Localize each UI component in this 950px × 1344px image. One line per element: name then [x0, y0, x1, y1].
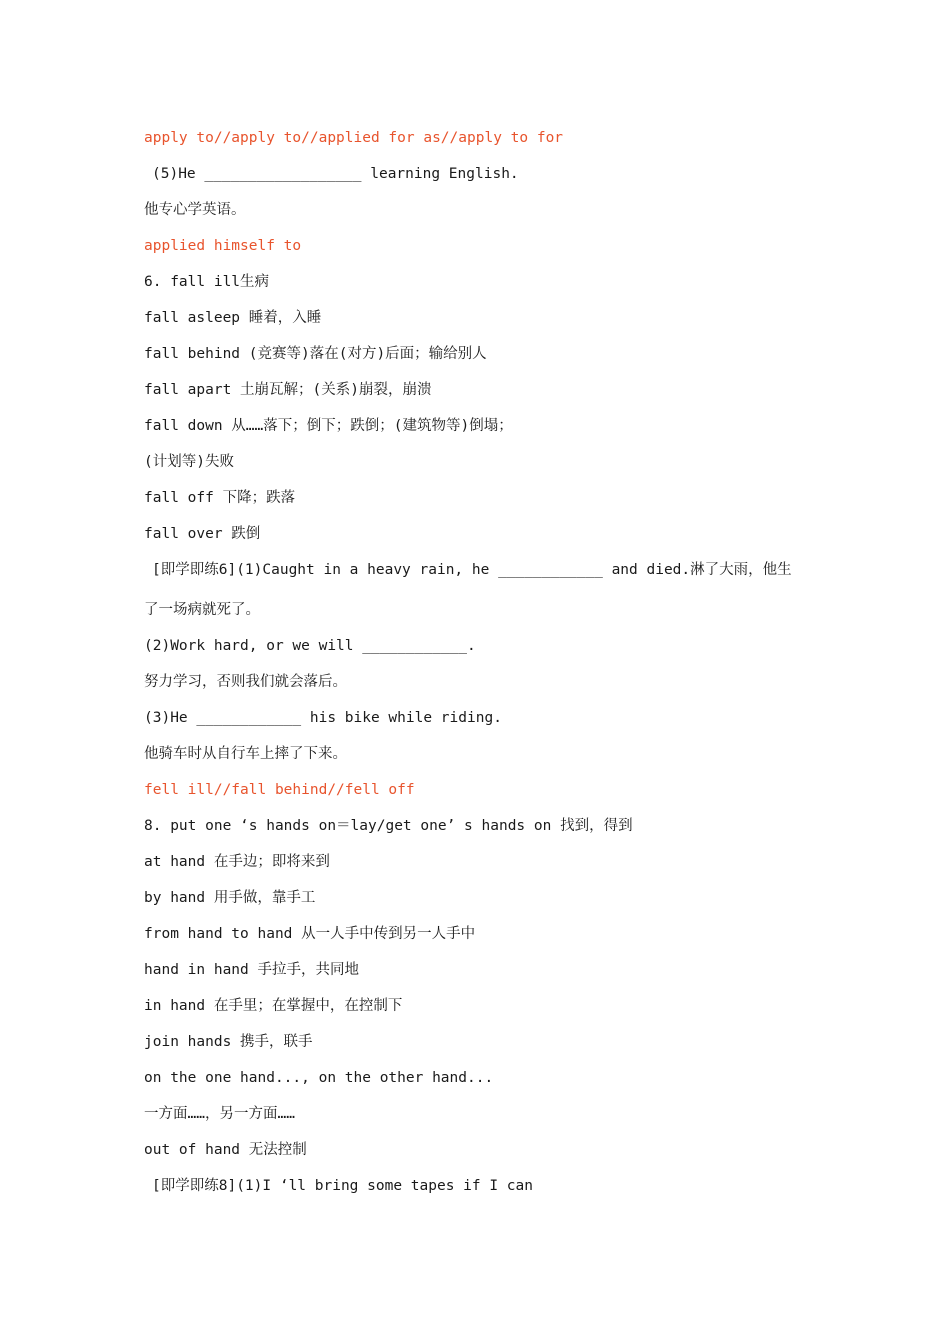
practice-6-question-3-translation: 他骑车时从自行车上摔了下来。	[144, 746, 347, 762]
answer-line-5: apply to//apply to//applied for as//apply to for	[144, 130, 564, 146]
phrase-fall-behind: fall behind (竞赛等)落在(对方)后面；输给别人	[144, 346, 487, 362]
phrase-fall-over: fall over 跌倒	[144, 526, 261, 542]
phrase-by-hand: by hand 用手做，靠手工	[144, 890, 316, 906]
phrase-from-hand-to-hand: from hand to hand 从一人手中传到另一人手中	[144, 926, 476, 942]
entry-6-heading: 6. fall ill生病	[144, 274, 270, 290]
entry-8-heading: 8. put one ‘s hands on＝lay/get one’ s hands on 找到，得到	[144, 818, 633, 834]
phrase-fall-asleep: fall asleep 睡着，入睡	[144, 310, 322, 326]
phrase-fall-down: fall down 从……落下；倒下；跌倒；(建筑物等)倒塌；	[144, 418, 513, 434]
phrase-fall-down-cont: (计划等)失败	[144, 454, 234, 470]
practice-8-question-1: [即学即练8](1)I ‘ll bring some tapes if I can	[152, 1178, 533, 1194]
answer-exercise-5: applied himself to	[144, 238, 302, 254]
phrase-join-hands: join hands 携手，联手	[144, 1034, 313, 1050]
phrase-in-hand: in hand 在手里；在掌握中，在控制下	[144, 998, 403, 1014]
phrase-hand-in-hand: hand in hand 手拉手，共同地	[144, 962, 359, 978]
practice-6-question-3: (3)He ____________ his bike while riding.	[144, 710, 502, 726]
phrase-fall-apart: fall apart 土崩瓦解；(关系)崩裂，崩溃	[144, 382, 432, 398]
phrase-at-hand: at hand 在手边；即将来到	[144, 854, 330, 870]
practice-6-question-2: (2)Work hard, or we will ____________.	[144, 638, 476, 654]
phrase-on-the-one-hand-translation: 一方面……，另一方面……	[144, 1106, 295, 1122]
phrase-fall-off: fall off 下降；跌落	[144, 490, 296, 506]
practice-6-question-1-cont: 了一场病就死了。	[144, 602, 260, 618]
practice-6-question-1: [即学即练6](1)Caught in a heavy rain, he ____________ and died.淋了大雨，他生	[152, 562, 792, 578]
answer-practice-6: fell ill//fall behind//fell off	[144, 782, 415, 798]
exercise-5-translation: 他专心学英语。	[144, 202, 246, 218]
phrase-on-the-one-hand: on the one hand..., on the other hand...	[144, 1070, 494, 1086]
practice-6-question-2-translation: 努力学习，否则我们就会落后。	[144, 674, 347, 690]
exercise-5-line: (5)He __________________ learning English.	[152, 166, 519, 182]
phrase-out-of-hand: out of hand 无法控制	[144, 1142, 307, 1158]
